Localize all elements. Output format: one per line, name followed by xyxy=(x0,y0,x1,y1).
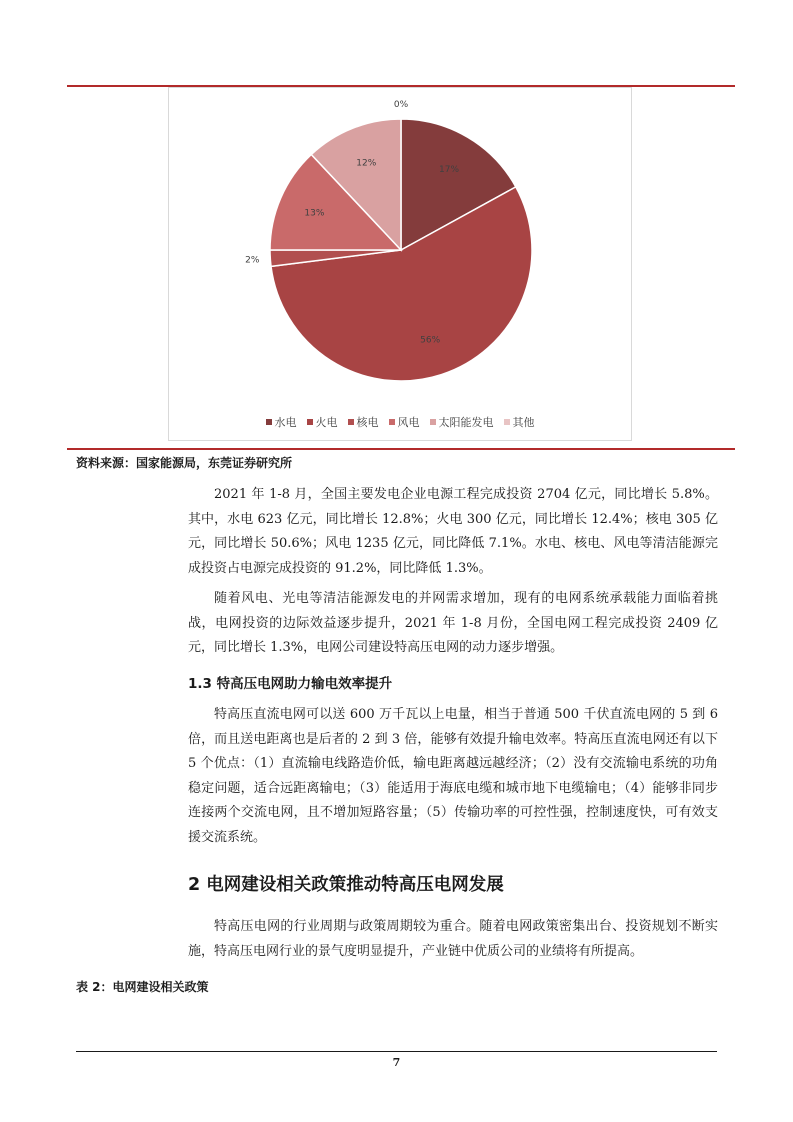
legend-label-5: 其他 xyxy=(512,416,535,429)
source-note: 资料来源：国家能源局，东莞证券研究所 xyxy=(76,456,293,470)
legend-item-5 xyxy=(504,414,535,430)
legend-swatch-0 xyxy=(266,419,272,425)
legend-swatch-3 xyxy=(389,419,395,425)
legend-item-3 xyxy=(389,414,420,430)
legend-swatch-4 xyxy=(430,419,436,425)
pie-data-label-0: 17% xyxy=(439,164,460,175)
chart-bottom-rule xyxy=(67,448,735,450)
legend-label-4: 太阳能发电 xyxy=(438,416,494,429)
section-heading-2: 2 电网建设相关政策推动特高压电网发展 xyxy=(188,875,504,895)
pie-data-label-5: 0% xyxy=(393,100,409,110)
pie-data-label-4: 12% xyxy=(356,158,377,169)
legend-item-0 xyxy=(266,414,297,430)
paragraph-investment: 2021 年 1-8 月，全国主要发电企业电源工程完成投资 2704 亿元，同比增长 5.8%。其中，水电 623 亿元，同比增长 12.8%；火电 300 亿元，同比增长 12.4%；核电 305 亿元，同比增长 50.6%；风电 1235 亿元，同比降低 7.1%。水电、核电、风电等清洁能源完成投资占电源完成投资的 91.2%，同比降低 1.3%。 xyxy=(188,487,718,576)
footer-rule xyxy=(76,1051,717,1052)
legend-label-3: 风电 xyxy=(397,416,420,429)
legend-item-2 xyxy=(348,414,379,430)
paragraph-uhv-advantages: 特高压直流电网可以送 600 万千瓦以上电量，相当于普通 500 千伏直流电网的 5 到 6 倍，而且送电距离也是后者的 2 到 3 倍，能够有效提升输电效率。特高压直流电网还有以下 5 个优点：（1）直流输电线路造价低，输电距离越远越经济；（2）没有交流输电系统的功角稳定问题，适合远距离输电；（3）能适用于海底电缆和城市地下电缆输电；（4）能够非同步连接两个交流电网，且不增加短路容量；（5）传输功率的可控性强，控制速度快，可有效支援交流系统。 xyxy=(188,707,718,845)
pie-chart xyxy=(168,87,632,441)
legend-label-0: 水电 xyxy=(274,416,297,429)
section-heading-1-3: 1.3 特高压电网助力输电效率提升 xyxy=(188,676,393,692)
pie-data-label-3: 13% xyxy=(304,208,325,219)
pie-chart-svg xyxy=(169,88,631,440)
pie-data-label-1: 56% xyxy=(420,335,441,346)
paragraph-policy-cycle: 特高压电网的行业周期与政策周期较为重合。随着电网政策密集出台、投资规划不断实施，特高压电网行业的景气度明显提升，产业链中优质公司的业绩将有所提高。 xyxy=(188,919,718,959)
legend-label-1: 火电 xyxy=(315,416,338,429)
legend-swatch-5 xyxy=(504,419,510,425)
legend-label-2: 核电 xyxy=(356,416,379,429)
legend-item-4 xyxy=(430,414,494,430)
page-number: 7 xyxy=(392,1056,401,1069)
paragraph-grid-demand: 随着风电、光电等清洁能源发电的并网需求增加，现有的电网系统承载能力面临着挑战，电网投资的边际效益逐步提升，2021 年 1-8 月份，全国电网工程完成投资 2409 亿元，同比增长 1.3%，电网公司建设特高压电网的动力逐步增强。 xyxy=(188,591,718,655)
pie-data-label-2: 2% xyxy=(245,255,260,266)
legend-item-1 xyxy=(307,414,338,430)
table-caption: 表 2：电网建设相关政策 xyxy=(76,980,209,994)
chart-legend xyxy=(169,414,631,430)
legend-swatch-1 xyxy=(307,419,313,425)
legend-swatch-2 xyxy=(348,419,354,425)
